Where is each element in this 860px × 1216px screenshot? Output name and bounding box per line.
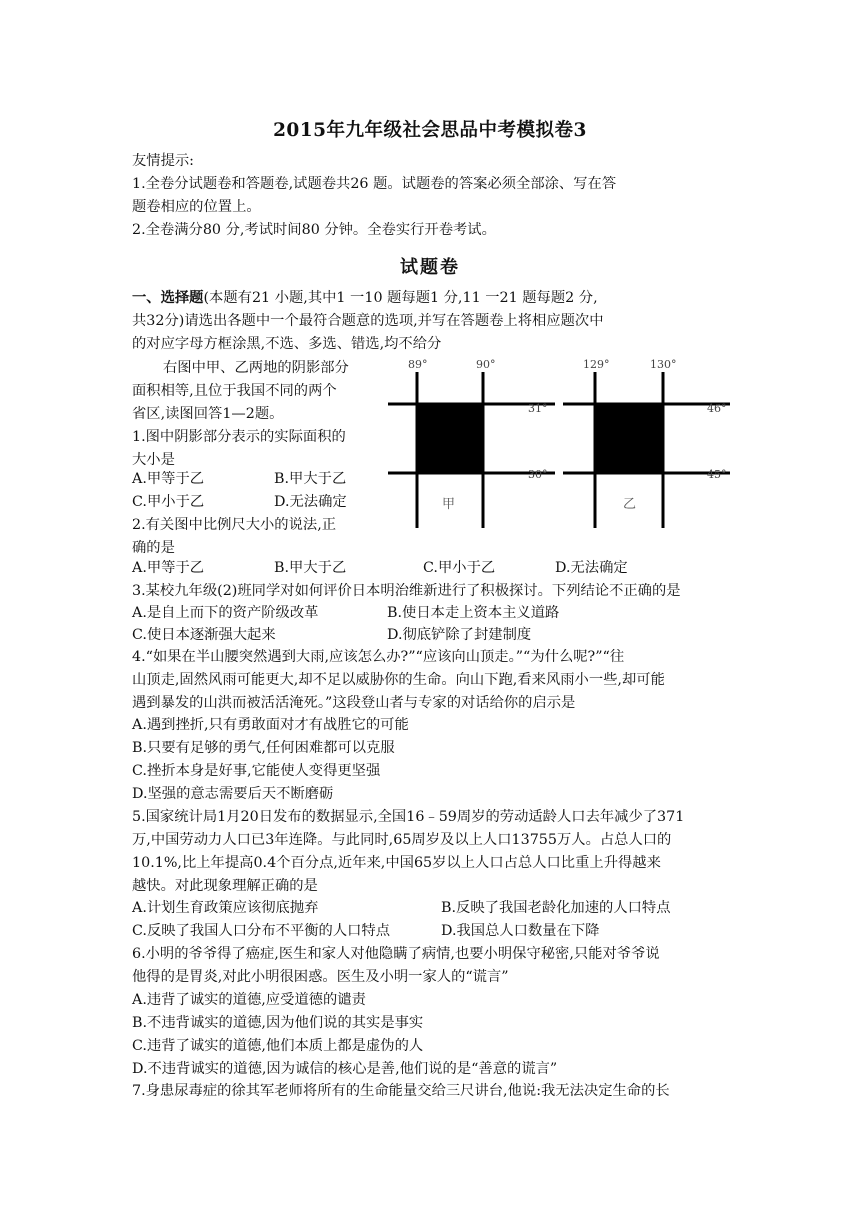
yi-lon-right-label: 130° bbox=[650, 358, 677, 371]
q3-option-d: D.彻底铲除了封建制度 bbox=[387, 627, 532, 643]
jia-lon-right-label: 90° bbox=[476, 358, 496, 371]
q3-option-a: A.是自上而下的资产阶级改革 bbox=[132, 605, 319, 621]
jia-lon-left-label: 89° bbox=[408, 358, 428, 371]
part1-intro-line-c: 的对应字母方框涂黑,不选、多选、错选,均不给分 bbox=[132, 336, 442, 352]
latitude-longitude-diagram bbox=[380, 354, 732, 530]
q1-option-c: C.甲小于乙 bbox=[132, 494, 205, 510]
diagram-yi bbox=[563, 358, 730, 528]
diagram-jia bbox=[388, 358, 555, 528]
q3-option-b: B.使日本走上资本主义道路 bbox=[387, 605, 560, 621]
q2-stem-b: 确的是 bbox=[132, 540, 175, 556]
figure-intro-line: 省区,读图回答1—2题。 bbox=[132, 406, 284, 422]
q5-option-c: C.反映了我国人口分布不平衡的人口特点 bbox=[132, 923, 391, 939]
q4-stem-a: 4.“如果在半山腰突然遇到大雨,应该怎么办?”“应该向山顶走。”“为什么呢?”“往 bbox=[132, 649, 625, 665]
q6-option-c: C.违背了诚实的道德,他们本质上都是虚伪的人 bbox=[132, 1038, 424, 1054]
q2-option-d: D.无法确定 bbox=[555, 560, 628, 576]
tips-line-1b: 题卷相应的位置上。 bbox=[132, 199, 261, 215]
q2-option-b: B.甲大于乙 bbox=[274, 560, 347, 576]
q1-option-b: B.甲大于乙 bbox=[274, 471, 347, 487]
q3-stem: 3.某校九年级(2)班同学对如何评价日本明治维新进行了积极探讨。下列结论不正确的是 bbox=[132, 583, 681, 599]
q5-stem-b: 万,中国劳动力人口已3年连降。与此同时,65周岁及以上人口13755万人。占总人口的 bbox=[132, 832, 672, 848]
q4-stem-c: 遇到暴发的山洪而被活活淹死。”这段登山者与专家的对话给你的启示是 bbox=[132, 695, 576, 711]
yi-lat-bottom-label: 45° bbox=[707, 468, 727, 481]
q4-stem-b: 山顶走,固然风雨可能更大,却不足以威胁你的生命。向山下跑,看来风雨小一些,却可能 bbox=[132, 672, 665, 688]
section-title: 试题卷 bbox=[400, 257, 460, 278]
q2-option-c: C.甲小于乙 bbox=[423, 560, 496, 576]
q6-stem-b: 他得的是胃炎,对此小明很困惑。医生及小明一家人的“谎言” bbox=[132, 969, 509, 985]
q6-option-d: D.不违背诚实的道德,因为诚信的核心是善,他们说的是“善意的谎言” bbox=[132, 1061, 558, 1077]
q7-stem-a: 7.身患尿毒症的徐其军老师将所有的生命能量交给三尺讲台,他说:我无法决定生命的长 bbox=[132, 1083, 670, 1099]
q2-option-a: A.甲等于乙 bbox=[132, 560, 205, 576]
q6-option-b: B.不违背诚实的道德,因为他们说的其实是事实 bbox=[132, 1015, 424, 1031]
tips-line-2: 2.全卷满分80 分,考试时间80 分钟。全卷实行开卷考试。 bbox=[132, 222, 496, 238]
tips-line-1a: 1.全卷分试题卷和答题卷,试题卷共26 题。试题卷的答案必须全部涂、写在答 bbox=[132, 176, 617, 192]
yi-label: 乙 bbox=[623, 497, 637, 512]
q1-option-a: A.甲等于乙 bbox=[132, 471, 205, 487]
jia-lat-bottom-label: 30° bbox=[528, 468, 548, 481]
jia-shaded-area bbox=[417, 404, 483, 473]
q5-option-d: D.我国总人口数量在下降 bbox=[441, 923, 600, 939]
q4-option-a: A.遇到挫折,只有勇敢面对才有战胜它的可能 bbox=[132, 717, 409, 733]
figure-intro-line: 右图中甲、乙两地的阴影部分 bbox=[163, 360, 349, 376]
tips-heading: 友情提示: bbox=[132, 153, 195, 169]
q5-stem-d: 越快。对此现象理解正确的是 bbox=[132, 878, 318, 894]
jia-lat-top-label: 31° bbox=[528, 402, 548, 415]
figure-intro-line: 面积相等,且位于我国不同的两个 bbox=[132, 383, 337, 399]
q6-option-a: A.违背了诚实的道德,应受道德的谴责 bbox=[132, 992, 366, 1008]
q4-option-c: C.挫折本身是好事,它能使人变得更坚强 bbox=[132, 763, 381, 779]
q5-stem-c: 10.1%,比上年提高0.4个百分点,近年来,中国65岁以上人口占总人口比重上升得越来 bbox=[132, 855, 661, 871]
jia-label: 甲 bbox=[442, 497, 456, 512]
q5-option-a: A.计划生育政策应该彻底抛弃 bbox=[132, 900, 319, 916]
yi-lon-left-label: 129° bbox=[583, 358, 610, 371]
q5-stem-a: 5.国家统计局1月20日发布的数据显示,全国16﹣59周岁的劳动适龄人口去年减少了371 bbox=[132, 809, 685, 825]
yi-shaded-area bbox=[595, 404, 663, 473]
q1-stem-a: 1.图中阴影部分表示的实际面积的 bbox=[132, 429, 346, 445]
q1-stem-b: 大小是 bbox=[132, 452, 175, 468]
q4-option-b: B.只要有足够的勇气,任何困难都可以克服 bbox=[132, 740, 395, 756]
q6-stem-a: 6.小明的爷爷得了癌症,医生和家人对他隐瞒了病情,也要小明保守秘密,只能对爷爷说 bbox=[132, 946, 660, 962]
q5-option-b: B.反映了我国老龄化加速的人口特点 bbox=[441, 900, 671, 916]
q1-option-d: D.无法确定 bbox=[274, 494, 347, 510]
q4-option-d: D.坚强的意志需要后天不断磨砺 bbox=[132, 786, 334, 802]
yi-lat-top-label: 46° bbox=[707, 402, 727, 415]
q3-option-c: C.使日本逐渐强大起来 bbox=[132, 627, 276, 643]
part1-heading: 一、选择题 bbox=[132, 290, 204, 306]
q2-stem-a: 2.有关图中比例尺大小的说法,正 bbox=[132, 517, 337, 533]
part1-intro-line-a bbox=[132, 287, 598, 309]
part1-intro-line-b: 共32分)请选出各题中一个最符合题意的选项,并写在答题卷上将相应题次中 bbox=[132, 313, 604, 329]
page-title: 2015年九年级社会思品中考模拟卷3 bbox=[273, 120, 587, 141]
part1-intro-a: (本题有21 小题,其中1 一10 题每题1 分,11 一21 题每题2 分, bbox=[203, 290, 598, 306]
